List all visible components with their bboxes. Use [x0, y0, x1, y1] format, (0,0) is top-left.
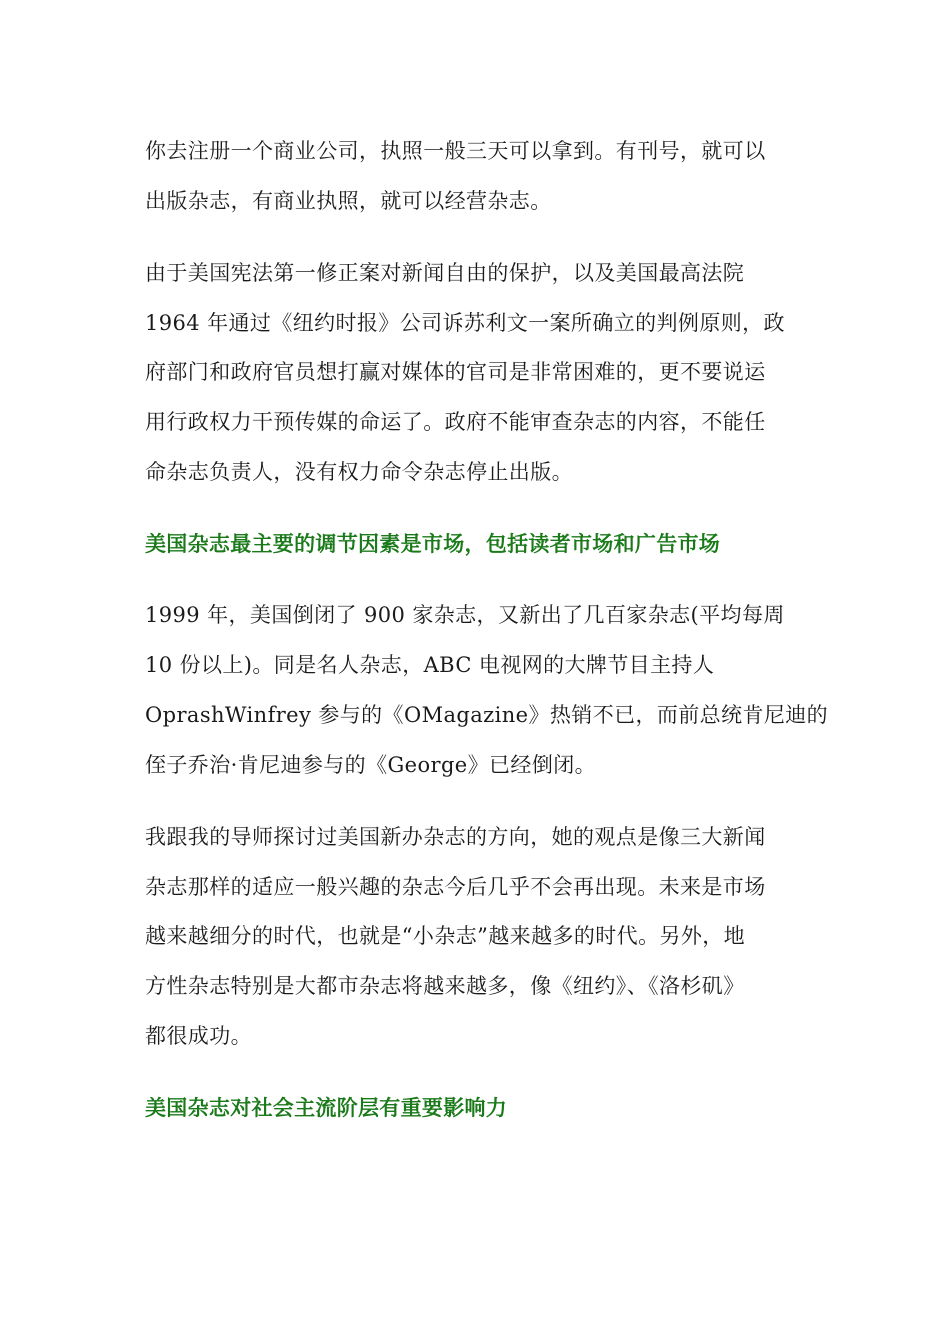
- paragraph-line: 府部门和政府官员想打赢对媒体的官司是非常困难的，更不要说运: [145, 360, 766, 384]
- paragraph-line: 由于美国宪法第一修正案对新闻自由的保护，以及美国最高法院: [145, 261, 745, 285]
- paragraph-line: 都很成功。: [145, 1024, 252, 1048]
- paragraph-line: 出版杂志，有商业执照，就可以经营杂志。: [145, 189, 552, 213]
- paragraph-line: 命杂志负责人，没有权力命令杂志停止出版。: [145, 460, 573, 484]
- paragraph-line: 10 份以上)。同是名人杂志，ABC 电视网的大牌节目主持人: [145, 653, 715, 677]
- paragraph-line: 侄子乔治·肯尼迪参与的《George》已经倒闭。: [145, 753, 597, 777]
- paragraph-line: 1964 年通过《纽约时报》公司诉苏利文一案所确立的判例原则，政: [145, 311, 785, 335]
- paragraph-line: OprashWinfrey 参与的《OMagazine》热销不已，而前总统肯尼迪的: [145, 703, 829, 727]
- paragraph-line: 我跟我的导师探讨过美国新办杂志的方向，她的观点是像三大新闻: [145, 825, 766, 849]
- paragraph-line: 用行政权力干预传媒的命运了。政府不能审查杂志的内容，不能任: [145, 410, 766, 434]
- paragraph-line: 杂志那样的适应一般兴趣的杂志今后几乎不会再出现。未来是市场: [145, 875, 766, 899]
- section-heading-influence: 美国杂志对社会主流阶层有重要影响力: [145, 1096, 508, 1120]
- paragraph-line: 你去注册一个商业公司，执照一般三天可以拿到。有刊号，就可以: [145, 139, 766, 163]
- paragraph-line: 越来越细分的时代，也就是“小杂志”越来越多的时代。另外，地: [145, 924, 746, 948]
- paragraph-line: 方性杂志特别是大都市杂志将越来越多，像《纽约》、《洛杉矶》: [145, 974, 745, 998]
- section-heading-market: 美国杂志最主要的调节因素是市场，包括读者市场和广告市场: [145, 532, 721, 556]
- paragraph-line: 1999 年，美国倒闭了 900 家杂志，又新出了几百家杂志(平均每周: [145, 603, 785, 627]
